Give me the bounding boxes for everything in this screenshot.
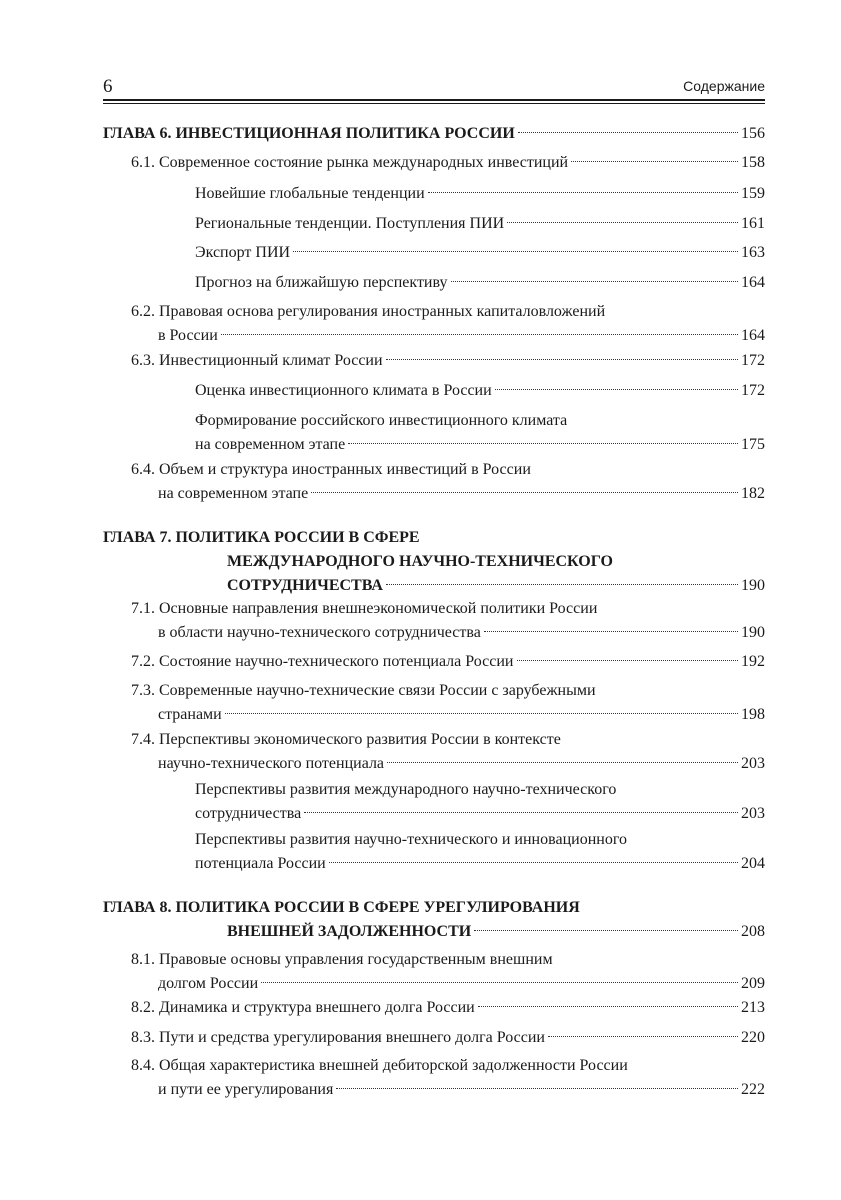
toc-line — [103, 241, 765, 265]
toc-line — [103, 379, 765, 403]
toc-line — [103, 182, 765, 206]
toc-entry-title: ГЛАВА 6. ИНВЕСТИЦИОННАЯ ПОЛИТИКА РОССИИ — [103, 125, 515, 142]
toc-line — [103, 574, 765, 598]
toc-entry-ch8 — [103, 896, 765, 944]
dot-leader — [293, 251, 738, 252]
toc-line — [103, 621, 765, 645]
dot-leader — [386, 359, 738, 360]
dot-leader — [571, 161, 738, 162]
toc-entry-title: Прогноз на ближайшую перспективу — [195, 274, 448, 291]
page-number: 6 — [103, 76, 113, 97]
toc-entry-title: 7.3. Современные научно-технические связи России с зарубежными — [131, 682, 596, 699]
toc-entry-s7-2 — [103, 650, 765, 674]
toc-line — [103, 896, 765, 920]
toc-entry-title: Экспорт ПИИ — [195, 244, 291, 261]
toc-page-number: 159 — [741, 185, 765, 202]
toc-line — [103, 778, 765, 802]
toc-line — [103, 1026, 765, 1050]
toc-entry-s7-4 — [103, 728, 765, 776]
toc-page-number: 198 — [741, 706, 765, 723]
toc-line — [103, 271, 765, 295]
toc-entry-title: и пути ее урегулирования — [158, 1081, 334, 1098]
toc-entry-title: СОТРУДНИЧЕСТВА — [227, 577, 383, 594]
dot-leader — [336, 1088, 738, 1089]
page-header — [103, 74, 765, 102]
toc-entry-title: в России — [158, 327, 218, 344]
toc-line — [103, 1078, 765, 1102]
toc-line — [103, 828, 765, 852]
toc-entry-s6-1-d — [103, 271, 765, 295]
toc-entry-ch6 — [103, 122, 765, 146]
toc-entry-s6-3-a — [103, 379, 765, 403]
toc-entry-title: Формирование российского инвестиционного климата — [195, 412, 568, 429]
toc-line — [103, 920, 765, 944]
header-rule-thick — [103, 99, 765, 101]
toc-line — [103, 409, 765, 433]
toc-entry-title: Перспективы развития научно-технического и инновационного — [195, 831, 627, 848]
dot-leader — [348, 443, 738, 444]
toc-entry-title: 6.2. Правовая основа регулирования иностранных капиталовложений — [131, 303, 606, 320]
toc-entry-s6-1-a — [103, 182, 765, 206]
toc-line — [103, 650, 765, 674]
header-rule-thin — [103, 103, 765, 104]
toc-entry-s8-4 — [103, 1054, 765, 1102]
toc-entry-s6-1-b — [103, 212, 765, 236]
toc-page-number: 220 — [741, 1029, 765, 1046]
dot-leader — [311, 492, 738, 493]
toc-entry-title: Новейшие глобальные тенденции — [195, 185, 425, 202]
toc-entry-title: ГЛАВА 7. ПОЛИТИКА РОССИИ В СФЕРЕ — [103, 529, 420, 546]
toc-line — [103, 458, 765, 482]
toc-page-number: 192 — [741, 653, 765, 670]
toc-entry-s7-1 — [103, 597, 765, 645]
toc-page-number: 164 — [741, 327, 765, 344]
toc-entry-title: 7.2. Состояние научно-технического потенциала России — [131, 653, 514, 670]
toc-line — [103, 300, 765, 324]
toc-entry-title: странами — [158, 706, 222, 723]
toc-entry-title: Оценка инвестиционного климата в России — [195, 382, 492, 399]
dot-leader — [386, 584, 738, 585]
dot-leader — [304, 812, 738, 813]
toc-line — [103, 212, 765, 236]
toc-entry-title: ВНЕШНЕЙ ЗАДОЛЖЕННОСТИ — [227, 923, 472, 940]
toc-line — [103, 151, 765, 175]
toc-entry-title: 8.1. Правовые основы управления государственным внешним — [131, 951, 553, 968]
toc-page-number: 156 — [741, 125, 765, 142]
toc-line — [103, 996, 765, 1020]
toc-entry-title: МЕЖДУНАРОДНОГО НАУЧНО-ТЕХНИЧЕСКОГО — [227, 553, 613, 570]
dot-leader — [225, 713, 738, 714]
dot-leader — [221, 334, 738, 335]
toc-line — [103, 526, 765, 550]
toc-page-number: 213 — [741, 999, 765, 1016]
toc-page-number: 172 — [741, 352, 765, 369]
toc-line — [103, 433, 765, 457]
toc-entry-ch7 — [103, 526, 765, 598]
toc-line — [103, 550, 765, 574]
toc-entry-title: сотрудничества — [195, 805, 302, 822]
toc-entry-s7-3 — [103, 679, 765, 727]
toc-line — [103, 597, 765, 621]
toc-entry-s6-3-b — [103, 409, 765, 457]
toc-entry-title: 7.1. Основные направления внешнеэкономической политики России — [131, 600, 598, 617]
toc-line — [103, 324, 765, 348]
dot-leader — [451, 281, 739, 282]
toc-line — [103, 1054, 765, 1078]
toc-page-number: 208 — [741, 923, 765, 940]
toc-entry-title: научно-технического потенциала — [158, 755, 385, 772]
toc-entry-title: долгом России — [158, 975, 259, 992]
toc-entry-title: 6.3. Инвестиционный климат России — [131, 352, 383, 369]
dot-leader — [518, 132, 738, 133]
running-header-title: Содержание — [683, 78, 765, 94]
toc-entry-s6-1-c — [103, 241, 765, 265]
dot-leader — [478, 1006, 738, 1007]
toc-line — [103, 349, 765, 373]
toc-entry-title: на современном этапе — [195, 436, 346, 453]
toc-entry-s6-2 — [103, 300, 765, 348]
dot-leader — [548, 1036, 738, 1037]
toc-entry-s8-2 — [103, 996, 765, 1020]
toc-line — [103, 852, 765, 876]
toc-page-number: 182 — [741, 485, 765, 502]
toc-entry-title: 7.4. Перспективы экономического развития России в контексте — [131, 731, 561, 748]
toc-page-number: 175 — [741, 436, 765, 453]
toc-entry-title: ГЛАВА 8. ПОЛИТИКА РОССИИ В СФЕРЕ УРЕГУЛИРОВАНИЯ — [103, 899, 580, 916]
dot-leader — [495, 389, 738, 390]
toc-page-number: 203 — [741, 805, 765, 822]
dot-leader — [261, 982, 738, 983]
toc-entry-title: в области научно-технического сотрудничества — [158, 624, 481, 641]
toc-entry-title: на современном этапе — [158, 485, 309, 502]
dot-leader — [387, 762, 738, 763]
toc-page-number: 164 — [741, 274, 765, 291]
toc-entry-s6-1 — [103, 151, 765, 175]
toc-entry-s8-3 — [103, 1026, 765, 1050]
toc-line — [103, 752, 765, 776]
toc-entry-s6-3 — [103, 349, 765, 373]
toc-page-number: 190 — [741, 624, 765, 641]
toc-entry-title: потенциала России — [195, 855, 326, 872]
dot-leader — [329, 862, 738, 863]
toc-entry-title: 6.4. Объем и структура иностранных инвестиций в России — [131, 461, 531, 478]
dot-leader — [517, 660, 739, 661]
toc-page-number: 209 — [741, 975, 765, 992]
toc-page-number: 161 — [741, 215, 765, 232]
toc-line — [103, 482, 765, 506]
toc-entry-title: 8.3. Пути и средства урегулирования внешнего долга России — [131, 1029, 545, 1046]
dot-leader — [507, 222, 738, 223]
toc-page-number: 172 — [741, 382, 765, 399]
toc-entry-title: Перспективы развития международного научно-технического — [195, 781, 617, 798]
toc-page-number: 163 — [741, 244, 765, 261]
toc-line — [103, 948, 765, 972]
dot-leader — [474, 930, 738, 931]
toc-entry-s7-4-a — [103, 778, 765, 826]
toc-page-number: 222 — [741, 1081, 765, 1098]
toc-page-number: 203 — [741, 755, 765, 772]
toc-entry-s7-4-b — [103, 828, 765, 876]
toc-line — [103, 972, 765, 996]
toc-entry-title: 8.2. Динамика и структура внешнего долга России — [131, 999, 475, 1016]
toc-line — [103, 679, 765, 703]
toc-line — [103, 122, 765, 146]
toc-entry-s6-4 — [103, 458, 765, 506]
dot-leader — [484, 631, 738, 632]
toc-entry-title: 6.1. Современное состояние рынка международных инвестиций — [131, 154, 569, 171]
toc-page-number: 204 — [741, 855, 765, 872]
toc-line — [103, 802, 765, 826]
toc-entry-s8-1 — [103, 948, 765, 996]
dot-leader — [428, 192, 738, 193]
toc-line — [103, 728, 765, 752]
toc-page-number: 158 — [741, 154, 765, 171]
toc-entry-title: Региональные тенденции. Поступления ПИИ — [195, 215, 505, 232]
toc-entry-title: 8.4. Общая характеристика внешней дебиторской задолженности России — [131, 1057, 628, 1074]
toc-page-number: 190 — [741, 577, 765, 594]
toc-line — [103, 703, 765, 727]
